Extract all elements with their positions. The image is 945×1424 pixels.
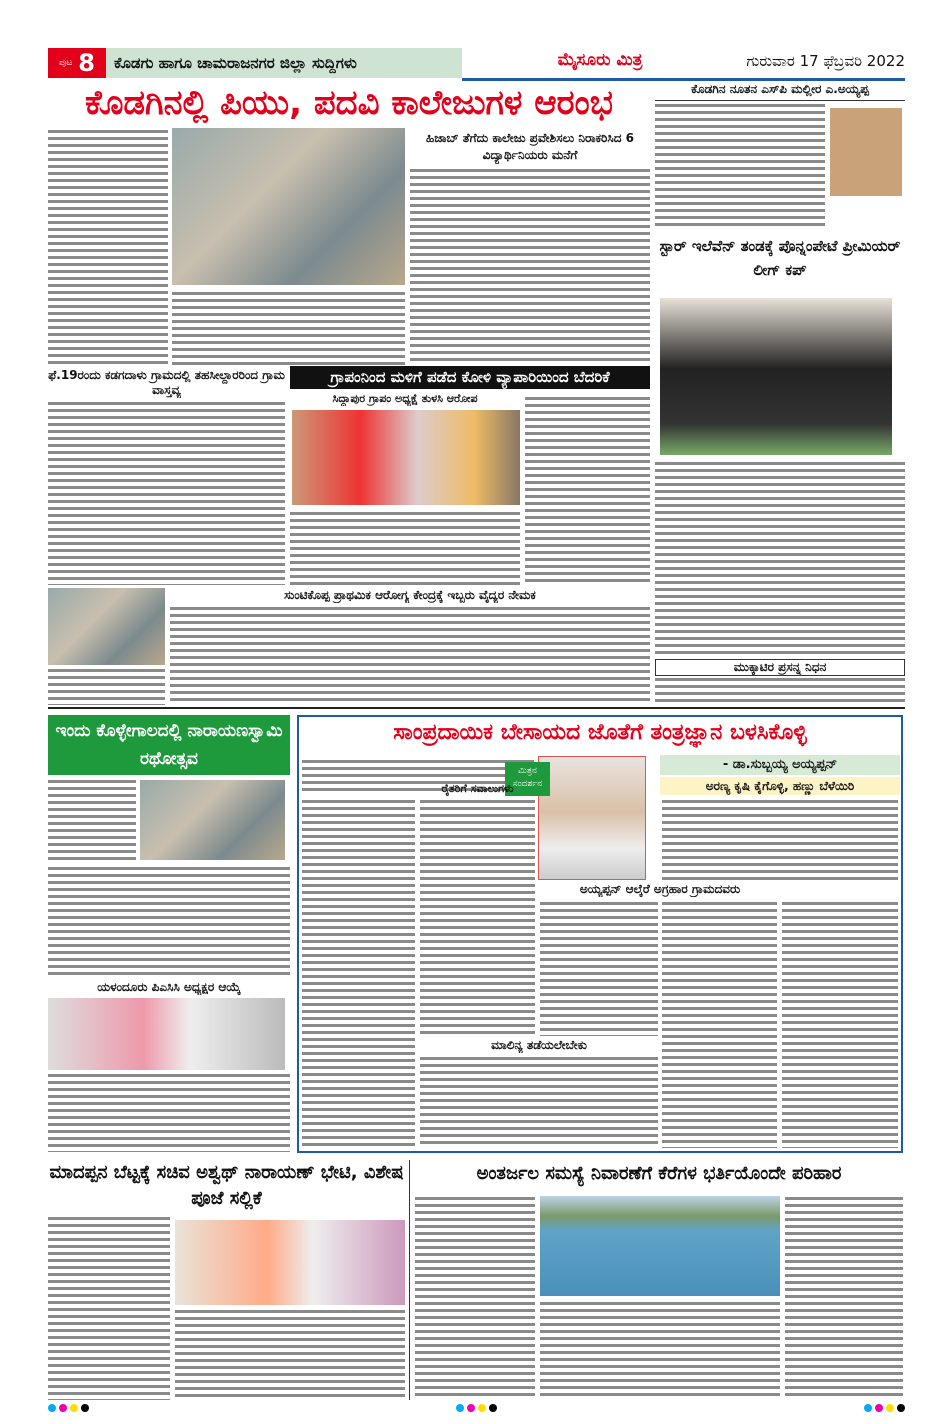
interview-col-23 [420,1055,658,1148]
page-number: 8 [78,49,95,77]
section-divider [48,707,905,709]
chariot-photo [140,780,285,860]
interview-col-1 [302,798,415,1148]
obituary-body [655,676,905,704]
threat-body-2 [525,395,650,585]
date: ಗುರುವಾರ 17 ಫೆಬ್ರವರಿ 2022 [746,52,905,70]
lead-body-2 [172,290,405,365]
pollution-subhead: ಮಾಲಿನ್ಯ ತಡೆಯಲೇಬೇಕು [491,1038,587,1052]
doctors-caption [48,667,165,705]
pacs-photo [48,998,285,1070]
pacs-headline: ಯಳಂದೂರು ಪಿಎಸಿಸಿ ಅಧ್ಯಕ್ಷರ ಆಯ್ಕೆ [97,980,241,994]
interview-col-5 [782,900,898,1148]
doctors-headline: ಸುಂಟಿಕೊಪ್ಪ ಪ್ರಾಥಮಿಕ ಆರೋಗ್ಯ ಕೇಂದ್ರಕ್ಕೆ ಇಬ್ಬರು ವೈದ್ಯರ ನೇಮಕ [284,588,536,602]
village-stay-headline: ಫೆ.19ರಂದು ಕಡಗದಾಳು ಗ್ರಾಮದಲ್ಲಿ ತಹಸೀಲ್ದಾರರಿಂದ ಗ್ರಾಮ ವಾಸ್ತವ್ಯ [48,368,285,397]
interview-byline: - ಡಾ.ಸುಬ್ಬಯ್ಯ ಅಯ್ಯಪ್ಪನ್ [660,755,900,775]
hijab-headline: ಹಿಜಾಬ್ ತೆಗೆದು ಕಾಲೇಜು ಪ್ರವೇಶಿಸಲು ನಿರಾಕರಿಸಿದ 6 ವಿದ್ಯಾರ್ಥಿನಿಯರು ಮನೆಗೆ [426,131,634,162]
village-stay-body [48,400,285,585]
challenges-subhead: ರೈತರಿಗೆ ಸವಾಲುಗಳು [441,782,514,795]
minister-headline: ಮಾದಪ್ಪನ ಬೆಟ್ಟಕ್ಕೆ ಸಚಿವ ಅಶ್ವಥ್ ನಾರಾಯಣ್ ಭೇಟಿ, ವಿಶೇಷ ಪೂಜೆ ಸಲ್ಲಿಕೆ [49,1162,404,1209]
obituary-headline: ಮುಕ್ಕಾಟಿರ ಪ್ರಸನ್ನ ನಿಧನ [655,659,905,676]
cricket-team-photo [660,298,892,455]
masthead: ಮೈಸೂರು ಮಿತ್ರ [557,50,643,70]
chariot-body-2 [48,865,290,977]
groundwater-body-2 [540,1300,780,1400]
groundwater-body-3 [785,1195,903,1400]
interview-tag: ಮಿತ್ರನ ಸಂದರ್ಶನ [505,762,550,796]
cricket-body [655,460,905,655]
doctors-photo [48,588,165,665]
interview-quote: ಅರಣ್ಯ ಕೃಷಿ ಕೈಗೊಳ್ಳಿ, ಹಣ್ಣು ಬೆಳೆಯಿರಿ [660,777,900,795]
threat-photo [292,410,520,505]
minister-photo [175,1220,405,1305]
threat-body [290,510,520,585]
minister-body-2 [175,1308,405,1400]
interviewee-photo [538,756,646,880]
cricket-headline: ಸ್ಟಾರ್ ಇಲೆವೆನ್ ತಂಡಕ್ಕೆ ಪೊನ್ನಂಪೇಟೆ ಪ್ರೀಮಿಯರ್ ಲೀಗ್ ಕಪ್ [659,237,901,279]
threat-subheadline: ಸಿದ್ದಾಪುರ ಗ್ರಾಪಂ ಅಧ್ಯಕ್ಷೆ ತುಳಸಿ ಆರೋಪ [332,392,478,405]
pacs-body [48,1072,290,1152]
page-number-box [48,48,106,78]
interview-body-right [662,798,898,880]
minister-body [48,1215,170,1400]
section-band: ಕೊಡಗು ಹಾಗೂ ಚಾಮರಾಜನಗರ ಜಿಲ್ಲಾ ಸುದ್ದಿಗಳು [106,48,462,78]
print-registration-marks [48,1404,905,1414]
lead-headline: ಕೊಡಗಿನಲ್ಲಿ ಪಿಯು, ಪದವಿ ಕಾಲೇಜುಗಳ ಆರಂಭ [85,83,613,123]
interview-col-2 [420,798,535,1036]
groundwater-headline: ಅಂತರ್ಜಲ ಸಮಸ್ಯೆ ನಿವಾರಣೆಗೆ ಕೆರೆಗಳ ಭರ್ತಿಯೊಂದೇ ಪರಿಹಾರ [476,1163,842,1184]
interview-col-4 [662,900,777,1148]
college-gate-photo [172,128,405,285]
interview-col-3 [540,900,658,1036]
chariot-body [48,778,136,863]
column-rule [409,1160,410,1400]
interview-headline: ಸಾಂಪ್ರದಾಯಿಕ ಬೇಸಾಯದ ಜೊತೆಗೆ ತಂತ್ರಜ್ಞಾನ ಬಳಸಿಕೊಳ್ಳಿ [393,720,807,745]
doctors-body [170,605,650,705]
lake-photo [540,1196,780,1296]
chariot-headline: ಇಂದು ಕೊಳ್ಳೇಗಾಲದಲ್ಲಿ ನಾರಾಯಣಸ್ವಾಮಿ ರಥೋತ್ಸವ [48,715,290,775]
groundwater-body [415,1195,535,1400]
threat-headline: ಗ್ರಾಪಂನಿಂದ ಮಳಿಗೆ ಪಡೆದ ಕೋಳಿ ವ್ಯಾಪಾರಿಯಿಂದ ಬೆದರಿಕೆ [290,366,650,389]
sp-headline: ಕೊಡಗಿನ ನೂತನ ಎಸ್‌ಪಿ ಮಲ್ಲೀರ ಎ.ಅಯ್ಯಪ್ಪ [655,82,905,101]
hijab-body [410,167,650,365]
lead-body [48,128,168,365]
sp-photo [830,108,902,196]
header-rule [462,78,905,81]
page-label: ಪುಟ [59,58,73,68]
sp-body [655,102,825,230]
interviewee-caption: ಅಯ್ಯಪ್ಪನ್ ಆಲ್ಕೆರೆ ಅಗ್ರಹಾರ ಗ್ರಾಮದವರು [579,882,741,896]
